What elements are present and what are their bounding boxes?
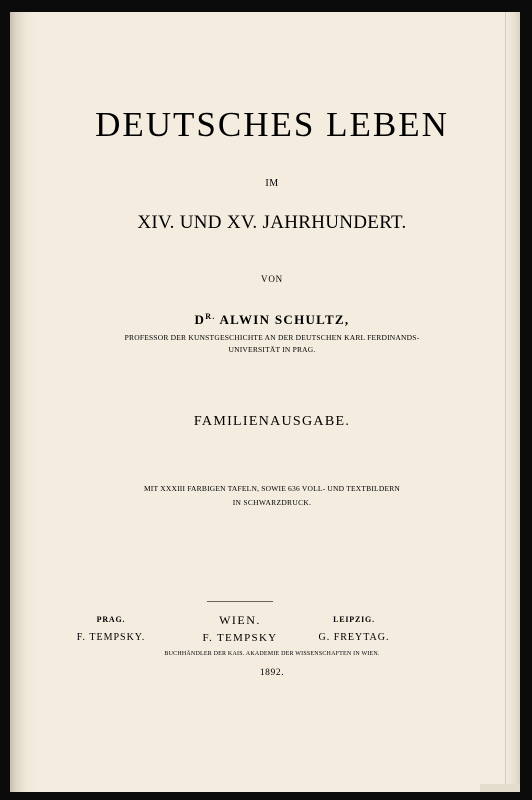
author-line <box>26 312 518 328</box>
imprint-rule <box>207 601 273 602</box>
author-affiliation-line-1: PROFESSOR DER KUNSTGESCHICHTE AN DER DEUTSCHEN KARL FERDINANDS- <box>124 333 420 342</box>
by-line: VON <box>261 274 283 284</box>
book-title: DEUTSCHES LEBEN <box>95 105 449 144</box>
publication-year: 1892. <box>259 668 285 678</box>
imprint-publisher-leipzig: G. FREYTAG. <box>318 632 390 643</box>
bookseller-note: BUCHHÄNDLER DER KAIS. AKADEMIE DER WISSENSCHAFTEN IN WIEN. <box>164 651 380 657</box>
imprint-publisher-prag: F. TEMPSKY. <box>76 632 146 643</box>
author-name: ALWIN SCHULTZ, <box>219 312 350 327</box>
page-edge-bottom <box>480 784 520 792</box>
imprint-city-prag: PRAG. <box>96 615 126 624</box>
imprint-publisher-wien: F. TEMPSKY <box>202 632 278 644</box>
author-title: $D^{R.}$ <box>194 312 216 327</box>
illustrations-note-line-2: IN SCHWARZDRUCK. <box>232 498 312 507</box>
book-subtitle: XIV. UND XV. JAHRHUNDERT. <box>137 212 407 233</box>
imprint-city-wien: WIEN. <box>219 613 261 627</box>
edition-label: FAMILIENAUSGABE. <box>193 414 351 429</box>
imprint-city-leipzig: LEIPZIG. <box>333 615 375 624</box>
author-affiliation-line-2: UNIVERSITÄT IN PRAG. <box>228 345 316 354</box>
title-connector: IM <box>265 178 279 189</box>
illustrations-note-line-1: MIT XXXIII FARBIGEN TAFELN, SOWIE 636 VOLL- UND TEXTBILDERN <box>143 484 401 493</box>
